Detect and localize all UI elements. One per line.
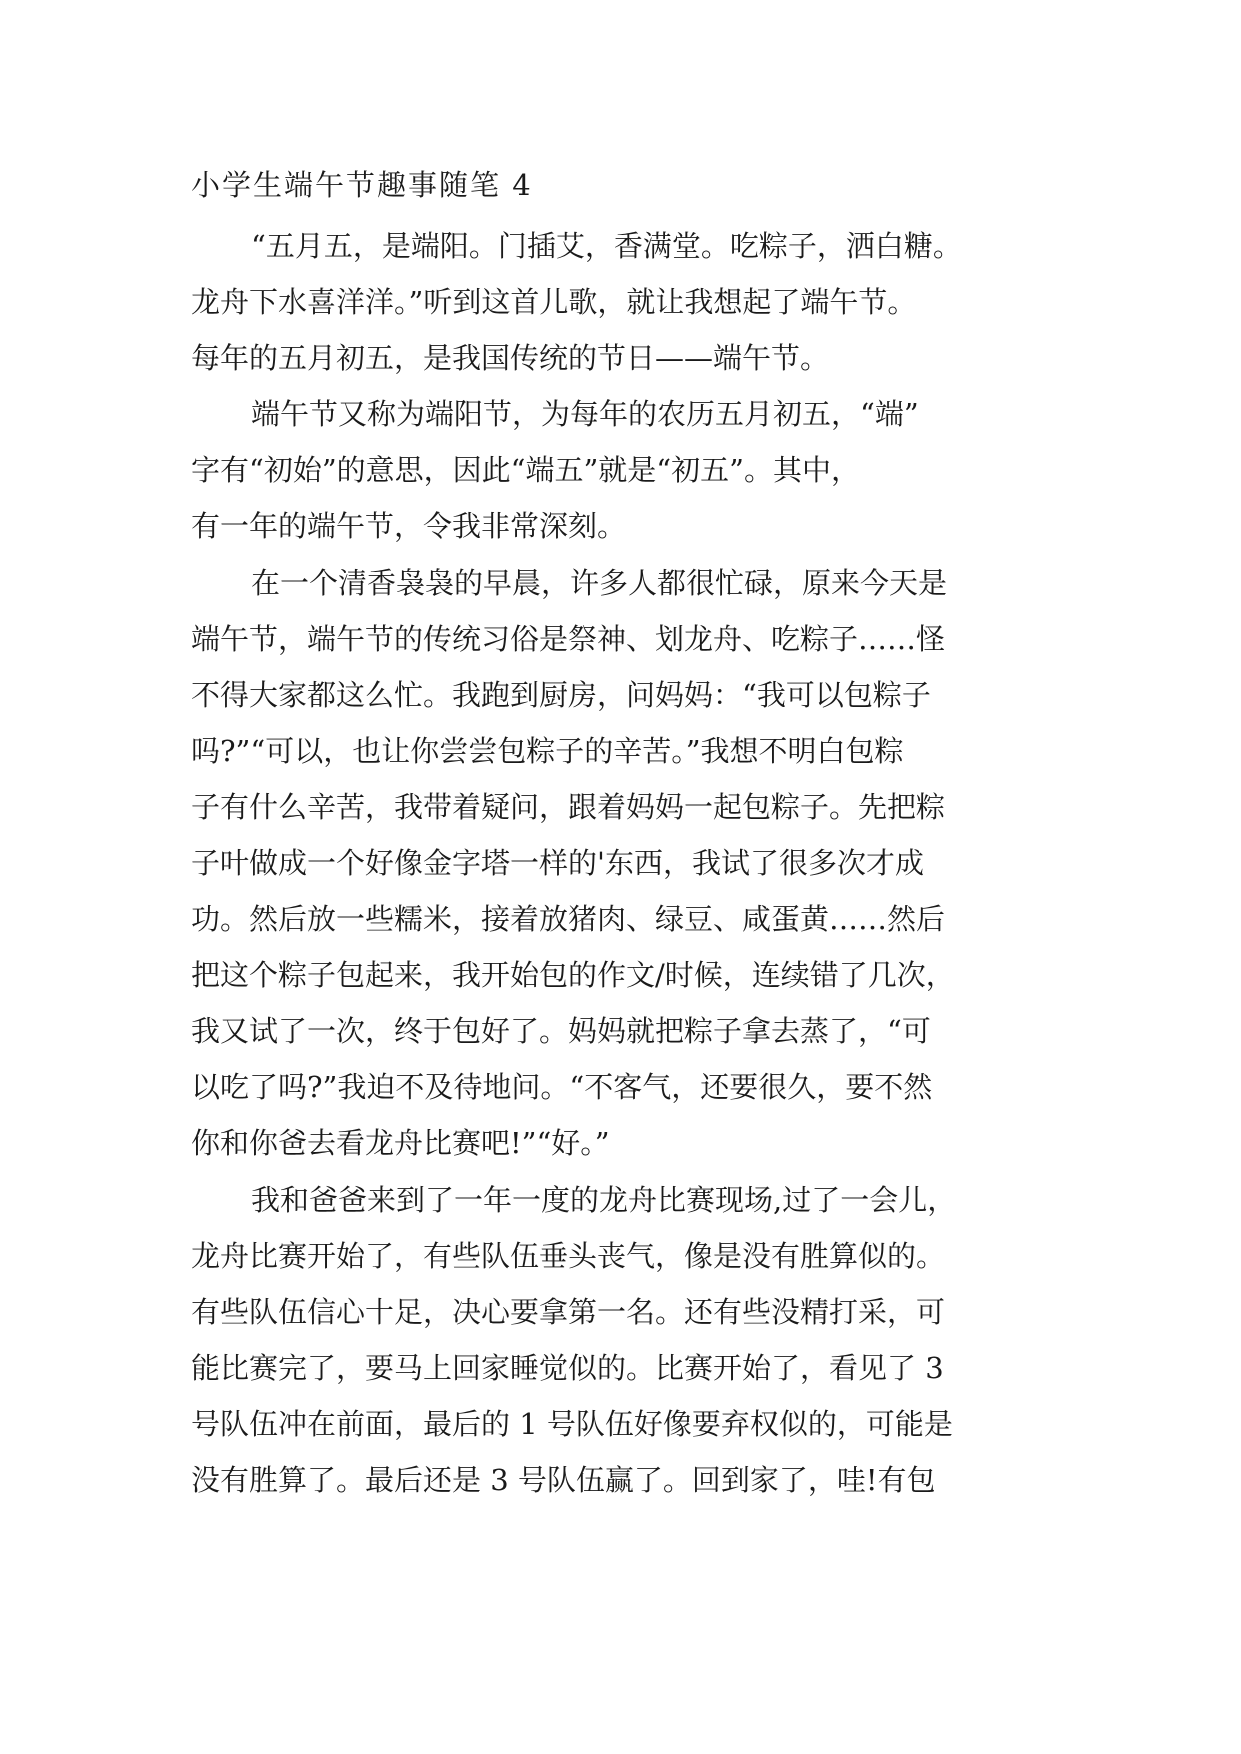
paragraph-3-line-5: 子有什么辛苦，我带着疑问，跟着妈妈一起包粽子。先把粽: [191, 790, 946, 824]
paragraph-2-line-3: 有一年的端午节，令我非常深刻。: [191, 509, 627, 543]
paragraph-3-line-1: 在一个清香袅袅的早晨，许多人都很忙碌，原来今天是: [251, 566, 948, 600]
paragraph-4-line-2: 龙舟比赛开始了，有些队伍垂头丧气，像是没有胜算似的。: [191, 1239, 946, 1273]
paragraph-3-line-9: 我又试了一次，终于包好了。妈妈就把粽子拿去蒸了，“可: [191, 1014, 931, 1048]
paragraph-4-line-4: 能比赛完了，要马上回家睡觉似的。比赛开始了，看见了 3: [191, 1351, 944, 1385]
document-title: 小学生端午节趣事随笔 4: [191, 168, 533, 202]
paragraph-4-line-1: 我和爸爸来到了一年一度的龙舟比赛现场,过了一会儿，: [251, 1183, 957, 1217]
paragraph-3-line-6: 子叶做成一个好像金字塔一样的'东西，我试了很多次才成: [191, 846, 924, 880]
paragraph-3-line-4: 吗?”“可以，也让你尝尝包粽子的辛苦。”我想不明白包粽: [191, 734, 904, 768]
paragraph-2-line-1: 端午节又称为端阳节，为每年的农历五月初五，“端”: [251, 397, 919, 431]
paragraph-3-line-8: 把这个粽子包起来，我开始包的作文/时候，连续错了几次，: [191, 958, 955, 992]
paragraph-1-line-3: 每年的五月初五，是我国传统的节日——端午节。: [191, 341, 830, 375]
paragraph-3-line-3: 不得大家都这么忙。我跑到厨房，问妈妈：“我可以包粽子: [191, 678, 931, 712]
paragraph-3-line-7: 功。然后放一些糯米，接着放猪肉、绿豆、咸蛋黄……然后: [191, 902, 946, 936]
paragraph-3-line-10: 以吃了吗?”我迫不及待地问。“不客气，还要很久，要不然: [191, 1070, 933, 1104]
paragraph-1-line-1: “五月五，是端阳。门插艾，香满堂。吃粽子，洒白糖。: [251, 229, 962, 263]
paragraph-2-line-2: 字有“初始”的意思，因此“端五”就是“初五”。其中，: [191, 453, 860, 487]
paragraph-3-line-11: 你和你爸去看龙舟比赛吧!”“好。”: [191, 1126, 610, 1160]
paragraph-1-line-2: 龙舟下水喜洋洋。”听到这首儿歌，就让我想起了端午节。: [191, 285, 917, 319]
paragraph-4-line-5: 号队伍冲在前面，最后的 1 号队伍好像要弃权似的，可能是: [191, 1407, 953, 1441]
paragraph-4-line-3: 有些队伍信心十足，决心要拿第一名。还有些没精打采，可: [191, 1295, 946, 1329]
paragraph-3-line-2: 端午节，端午节的传统习俗是祭神、划龙舟、吃粽子……怪: [191, 622, 946, 656]
paragraph-4-line-6: 没有胜算了。最后还是 3 号队伍赢了。回到家了，哇!有包: [191, 1463, 936, 1497]
